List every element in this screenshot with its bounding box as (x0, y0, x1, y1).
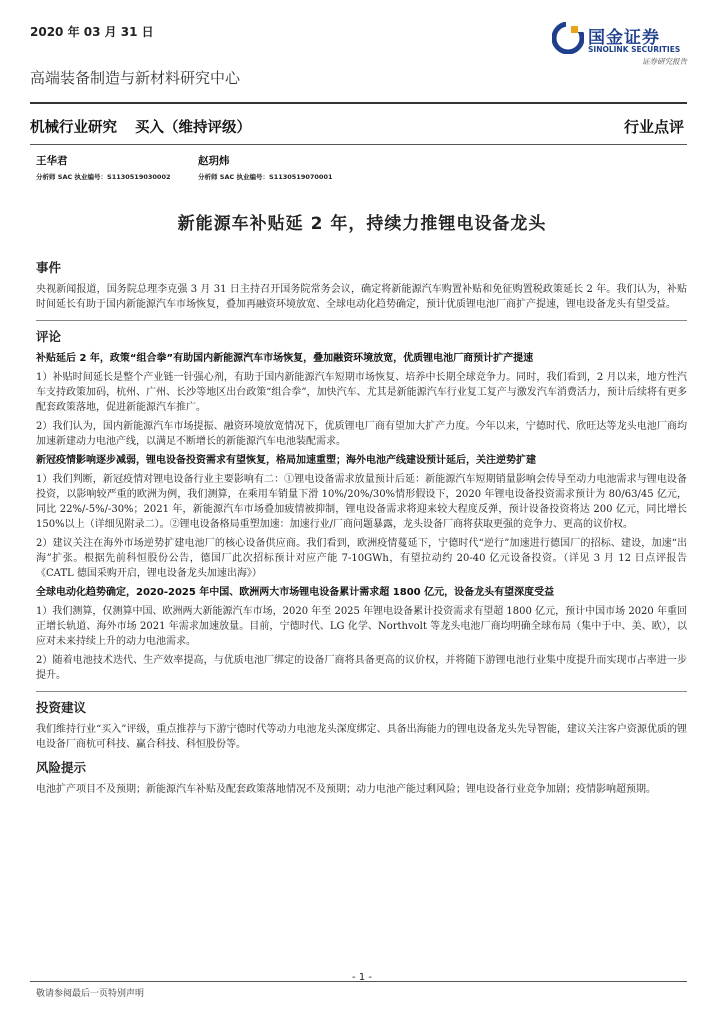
footer-disclaimer: 敬请参阅最后一页特别声明 (36, 989, 145, 999)
logo-mark-icon (552, 22, 584, 54)
analyst-license: 分析师 SAC 执业编号：S1130519070001 (198, 173, 333, 181)
page-number: - 1 - (352, 972, 372, 983)
report-date: 2020 年 03 月 31 日 (30, 25, 154, 39)
analyst-1 (36, 153, 171, 181)
event-paragraph: 央视新闻报道，国务院总理李克强 3 月 31 日主持召开国务院常务会议，确定将新能源汽车购置补贴和免征购置税政策延长 2 年。我们认为，补贴时间延长有助于国内新能源汽车市场恢复，叠加再融资环境放宽、全球电动化趋势确定，预计优质锂电池厂商扩产提速，锂电设备龙头有望受益。 (36, 284, 687, 310)
header-divider (30, 102, 687, 104)
review-subheading-1: 补贴延后 2 年，政策“组合拳”有助国内新能源汽车市场恢复，叠加融资环境放宽，优质锂电池厂商预计扩产提速 (36, 353, 534, 364)
review-subheading-2: 新冠疫情影响逐步减弱，锂电设备投资需求有望恢复，格局加速重塑；海外电池产线建设预计延后，关注逆势扩建 (36, 455, 536, 466)
report-title: 新能源车补贴延 2 年，持续力推锂电设备龙头 (177, 214, 547, 234)
footer-divider (30, 981, 687, 982)
analyst-name: 王华君 (36, 155, 68, 167)
section-divider (36, 691, 687, 692)
logo-en-text: SINOLINK SECURITIES (588, 45, 681, 54)
review-paragraph: 2）建议关注在海外市场逆势扩建电池厂的核心设备供应商。我们看到，欧洲疫情蔓延下，宁德时代“逆行”加速进行德国厂的招标、建设，加速“出海”扩张。根据先前科恒股份公告，德国厂此次招标预计对应产能 7-10GWh，有望拉动约 20-40 亿元设备投资。（详见 3 月 12 日点评报告《CATL 德国采购开启，锂电设备龙头加速出海》） (36, 538, 687, 579)
report-type: 行业点评 (623, 118, 684, 136)
review-paragraph: 1）我们判断，新冠疫情对锂电设备行业主要影响有二：①锂电设备需求放量预计后延：新能源汽车短期销量影响会传导至动力电池需求与锂电设备投资，以影响较严重的欧洲为例，我们测算，在乘用车销量下滑 10%/20%/30%情形假设下，2020 年锂电设备投资需求预计为 80/63/45 亿元，同比 22%/-5%/-30%；2021 年，新能源汽车市场叠加疲情被抑制，锂电设备需求将迎来较大程度反弹，预计设备投资将达 200 亿元，同比增长 150%以上（详细见附录二）。②锂电设备格局重塑加速：加速行业/厂商问题暴露，龙头设备厂商将获取更强的竞争力、更高的议价权。 (36, 474, 687, 530)
rating: 买入（维持评级） (135, 120, 251, 136)
review-paragraph: 2）随着电池技术迭代、生产效率提高，与优质电池厂绑定的设备厂商将具备更高的议价权，并将随下游锂电池行业集中度提升而实现市占率进一步提升。 (36, 655, 687, 681)
analyst-name: 赵玥炜 (198, 155, 230, 167)
review-heading: 评论 (36, 329, 62, 344)
investment-paragraph: 我们维持行业“买入”评级，重点推荐与下游宁德时代等动力电池龙头深度绑定、具备出海能力的锂电设备龙头先导智能，建议关注客户资源优质的锂电设备厂商杭可科技、赢合科技、科恒股份等。 (36, 724, 687, 750)
logo-cn-text: 国金证券 (588, 28, 660, 48)
report-body (36, 258, 687, 801)
report-category: 证券研究报告 (642, 57, 687, 66)
review-paragraph: 1）我们测算，仅测算中国、欧洲两大新能源汽车市场，2020 年至 2025 年锂电设备累计投资需求有望超 1800 亿元，预计中国市场 2020 年重回正增长轨道、海外市场 2021 年需求加速放量。目前，宁德时代、LG 化学、Northvolt 等龙头电池厂商均明确全球布局（集中于中、美、欧），以应对未来持续上升的动力电池需求。 (36, 606, 687, 647)
investment-heading: 投资建议 (36, 700, 87, 715)
event-heading: 事件 (36, 260, 62, 275)
industry-name: 机械行业研究 (30, 120, 117, 136)
industry-divider (30, 144, 687, 145)
research-center: 高端装备制造与新材料研究中心 (30, 69, 241, 87)
analyst-2 (198, 153, 333, 181)
section-divider (36, 320, 687, 321)
risk-paragraph: 电池扩产项目不及预期；新能源汽车补贴及配套政策落地情况不及预期；动力电池产能过剩风险；锂电设备行业竞争加剧；疫情影响超预期。 (36, 784, 656, 795)
review-paragraph: 1）补贴时间延长是整个产业链一针强心剂，有助于国内新能源汽车短期市场恢复、培养中长期全球竞争力。同时，我们看到，2 月以来，地方性汽车支持政策加码，杭州、广州、长沙等地区出台政策“组合拳”，加快汽车、尤其是新能源汽车行业复工复产与激发汽车消费活力，预计后续将有更多配套政策落地，促进新能源汽车推广。 (36, 372, 687, 413)
review-subheading-3: 全球电动化趋势确定，2020-2025 年中国、欧洲两大市场锂电设备累计需求超 1800 亿元，设备龙头有望深度受益 (36, 587, 555, 598)
analyst-license: 分析师 SAC 执业编号：S1130519030002 (36, 173, 171, 181)
risk-heading: 风险提示 (36, 760, 87, 775)
industry-line (30, 116, 251, 137)
review-paragraph: 2）我们认为，国内新能源汽车市场提振、融资环境放宽情况下，优质锂电厂商有望加大扩产力度。今年以来，宁德时代、欣旺达等龙头电池厂商均加速新建动力电池产线，以满足不断增长的新能源汽车电池装配需求。 (36, 421, 687, 447)
